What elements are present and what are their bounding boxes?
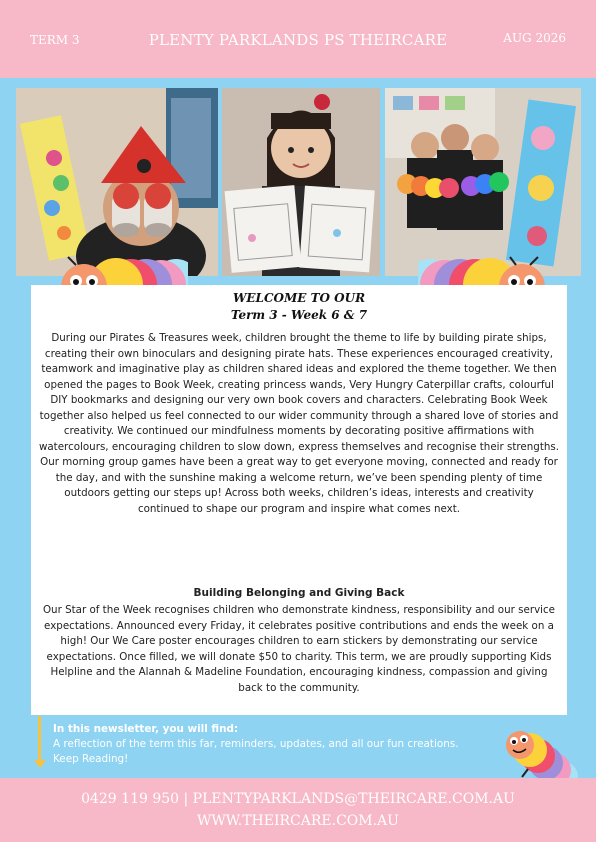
note-lead: In this newsletter, you will find: (53, 723, 239, 735)
caterpillar-bookmark-photo (385, 88, 581, 276)
belonging-subheading: Building Belonging and Giving Back (193, 587, 405, 599)
note-line2: Keep Reading! (53, 753, 129, 765)
newsletter-title: PLENTY PARKLANDS PS THEIRCARE (148, 31, 448, 49)
note-accent-bar (38, 716, 41, 766)
contact-line: 0429 119 950 | PLENTYPARKLANDS@THEIRCARE.COM.AU (81, 791, 515, 807)
term-reflection-paragraph: During our Pirates & Treasures week, children brought the theme to life by building pirate ships, creating their own binoculars and designing pirate hats. These experiences encouraged creativity, teamwork and imaginative play as children shared ideas and explored the theme together. We then opened the pages to Book Week, creating princess wands, Very Hungry Caterpillar crafts, colourful DIY bookmarks and designing our very own book covers and characters. Celebrating Book Week together also helped us feel connected to our wider community through a shared love of stories and creativity. We continued our mindfulness moments by decorating positive affirmations with watercolours, encouraging children to slow down, express themselves and recognise their strengths. Our morning group games have been a great way to get everyone moving, connected and ready for the day, and with the sunshine making a welcome return, we’ve been spending plenty of time outdoors getting our steps up! Across both weeks, children’s ideas, interests and creativity continued to shape our program and inspire what comes next. (38, 332, 560, 516)
arrow-down-icon (34, 760, 46, 768)
website-line: WWW.THEIRCARE.COM.AU (197, 813, 399, 829)
welcome-heading-line1: WELCOME TO OUR (232, 291, 366, 305)
issue-date: AUG 2026 (503, 31, 566, 45)
book-cover-design-photo (222, 88, 380, 276)
welcome-heading-line2: Term 3 - Week 6 & 7 (230, 308, 368, 322)
welcome-article (31, 285, 567, 715)
footer-banner (0, 778, 596, 842)
note-line1: A reflection of the term this far, reminders, updates, and all our fun creations. (53, 738, 459, 750)
welcome-heading (31, 290, 567, 324)
header-banner (0, 0, 596, 78)
newsletter-contents-note (53, 722, 513, 767)
term-label: TERM 3 (30, 33, 80, 47)
pirate-binoculars-photo (16, 88, 218, 276)
belonging-paragraph: Our Star of the Week recognises children who demonstrate kindness, responsibility and our service expectations. Announced every Friday, it celebrates positive contributions and ends the week on a high! Our We Care poster encourages children to earn stickers by demonstrating our service expectations. Once filled, we will donate $50 to charity. This term, we are proudly supporting Kids Helpline and the Alannah & Madeline Foundation, encouraging kindness, compassion and giving back to the community. (42, 604, 556, 694)
